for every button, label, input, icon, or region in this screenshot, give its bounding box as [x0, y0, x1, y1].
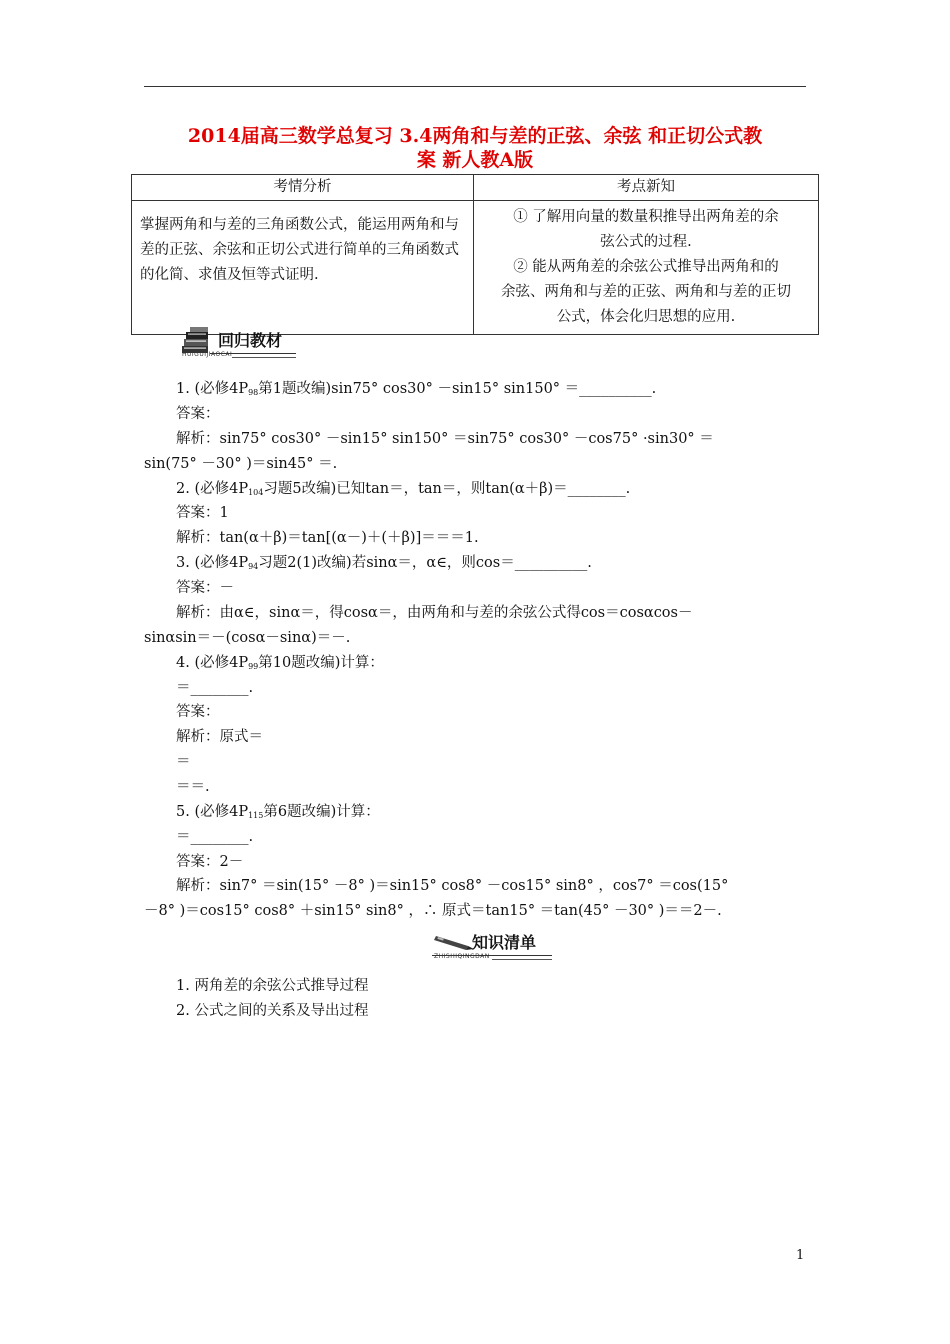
solution-1-line-1: 解析：sin75° cos30° －sin15° sin150° ＝sin75° cos30° －cos75° ·sin30° ＝: [176, 431, 714, 447]
badge-label: 知识清单: [472, 933, 537, 952]
answer-5: 答案：2－: [176, 854, 244, 870]
answer-3: 答案：－: [176, 580, 234, 596]
solution-4-line-1: 解析：原式＝: [176, 729, 263, 745]
page-title: [130, 124, 820, 172]
question-2: 2. (必修$4P_{104}$习题5改编)已知tan＝，tan＝，则tan(α＋β)＝________.: [176, 481, 631, 497]
question-5: 5. (必修$4P_{115}$第6题改编)计算：: [176, 804, 380, 820]
question-3: 3. (必修$4P_{94}$习题2(1)改编)若sinα＝，α∈，则cos＝__________.: [176, 555, 592, 571]
list-item-1: 1. 两角差的余弦公式推导过程: [176, 978, 369, 994]
answer-4: 答案：: [176, 704, 220, 720]
badge-label: 回归教材: [218, 331, 283, 350]
answer-2: 答案：1: [176, 505, 229, 521]
knowledge-line: ② 能从两角差的余弦公式推导出两角和的: [513, 259, 779, 275]
solution-3-line-2: sinαsin＝－(cosα－sinα)＝－.: [144, 630, 351, 646]
solution-5-line-2: －8° )＝cos15° cos8° ＋sin15° sin8° ，∴ 原式＝tan15° ＝tan(45° －30° )＝＝2－.: [144, 903, 722, 919]
solution-2-line-1: 解析：tan(α＋β)＝tan[(α－)＋(＋β)]＝＝＝1.: [176, 530, 479, 546]
question-1: 1. (必修$4P_{98}$第1题改编)sin75° cos30° －sin15° sin150° ＝__________.: [176, 381, 657, 397]
badge-underline: [232, 357, 296, 358]
analysis-table: [131, 174, 819, 335]
title-line-2: 案 新人教A版: [416, 149, 534, 171]
badge-pinyin: ZHISHIQINGDAN: [434, 953, 490, 960]
page-number: 1: [796, 1248, 805, 1263]
section-badge-zhishi: [432, 928, 556, 962]
knowledge-line: ① 了解用向量的数量积推导出两角差的余: [513, 209, 779, 225]
question-5-blank: ＝________.: [176, 829, 254, 845]
solution-4-line-3: ＝＝.: [176, 779, 210, 795]
question-4: 4. (必修$4P_{99}$第10题改编)计算：: [176, 655, 384, 671]
badge-underline: [492, 959, 552, 960]
solution-4-line-2: ＝: [176, 754, 191, 770]
knowledge-line: 余弦、两角和与差的正弦、两角和与差的正切: [501, 284, 791, 300]
list-item-2: 2. 公式之间的关系及导出过程: [176, 1003, 369, 1019]
section-badge-huigui: [180, 326, 300, 360]
knowledge-line: 公式，体会化归思想的应用.: [556, 309, 736, 325]
table-header-left: 考情分析: [132, 175, 474, 201]
badge-pinyin: HUIGUIJIAOCAI: [182, 351, 233, 358]
title-line-1: 2014届高三数学总复习 3.4两角和与差的正弦、余弦 和正切公式教: [187, 125, 763, 147]
table-header-right: 考点新知: [474, 175, 819, 201]
solution-3-line-1: 解析：由α∈，sinα＝，得cosα＝，由两角和与差的余弦公式得cos＝cosαcos－: [176, 605, 693, 621]
answer-1: 答案：: [176, 406, 220, 422]
knowledge-line: 弦公式的过程.: [600, 234, 692, 250]
table-cell-analysis: 掌握两角和与差的三角函数公式，能运用两角和与差的正弦、余弦和正切公式进行简单的三角函数式的化简、求值及恒等式证明.: [132, 201, 474, 335]
solution-5-line-1: 解析：sin7° ＝sin(15° －8° )＝sin15° cos8° －cos15° sin8° ，cos7° ＝cos(15°: [176, 878, 729, 894]
table-cell-knowledge: [474, 201, 819, 335]
question-4-blank: ＝________.: [176, 680, 254, 696]
solution-1-line-2: sin(75° －30° )＝sin45° ＝.: [144, 456, 338, 472]
header-rule: [144, 86, 806, 87]
